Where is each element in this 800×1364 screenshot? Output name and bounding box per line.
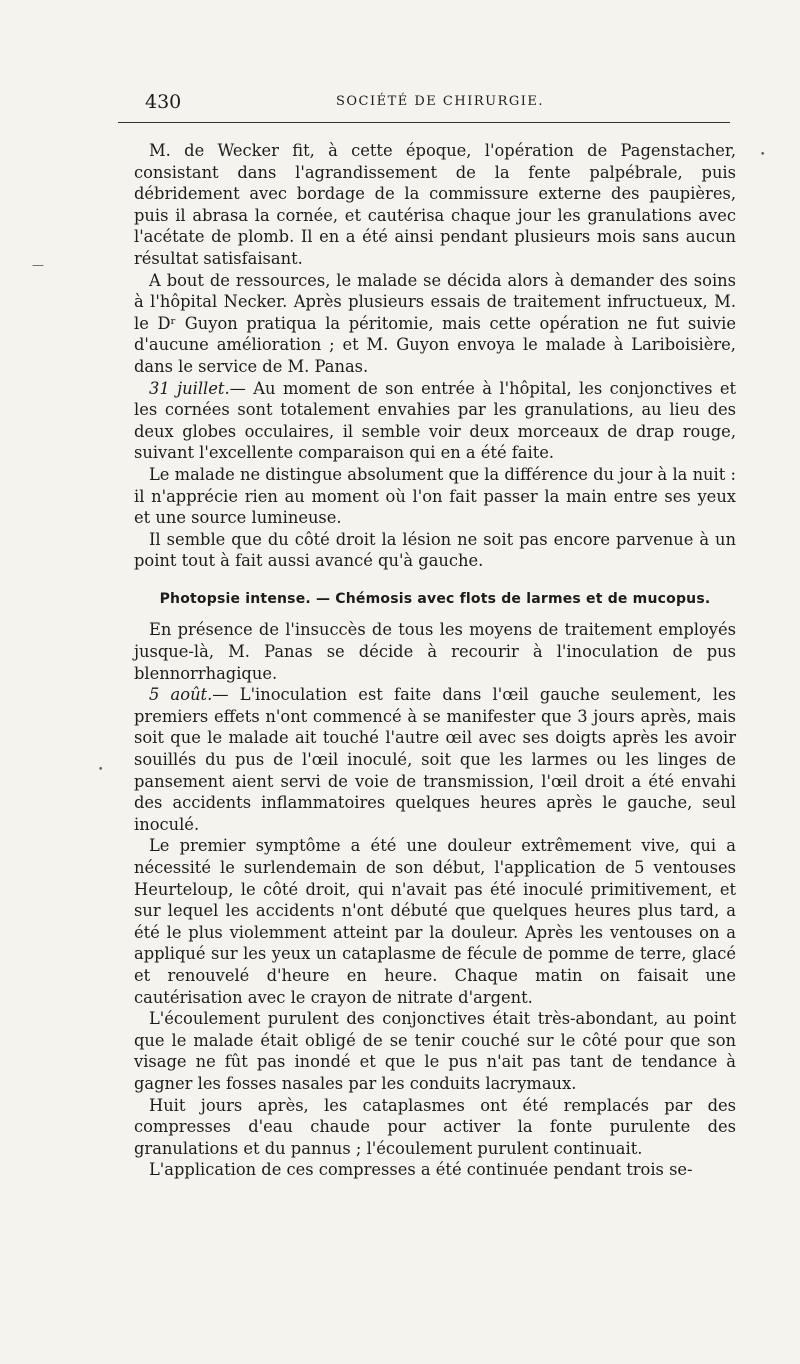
paragraph: Il semble que du côté droit la lésion ne soit pas encore parvenue à un point tout à fait aussi avancé qu'à gauche.	[134, 529, 736, 571]
paragraph: L'application de ces compresses a été continuée pendant trois se-	[149, 1160, 693, 1180]
page-number: 430	[145, 91, 182, 113]
running-title: SOCIÉTÉ DE CHIRURGIE.	[335, 94, 545, 109]
body-text	[134, 140, 736, 1181]
paragraph-text: — Au moment de son entrée à l'hôpital, les conjonctives et les cornées sont totalement envahies par les granulations, au lieu des deux globes occulaires, il semble voir deux morceaux de drap rouge, suivant l'excellente comparaison qui en a été faite.	[134, 378, 736, 463]
paragraph: A bout de ressources, le malade se décida alors à demander des soins à l'hôpital Necker. Après plusieurs essais de traitement infructueux, M. le Dʳ Guyon pratiqua la péritomie, mais cette opération ne fut suivie d'aucune amélioration ; et M. Guyon envoya le malade à Lariboisière, dans le service de M. Panas.	[134, 270, 736, 376]
paragraph: M. de Wecker fit, à cette époque, l'opération de Pagenstacher, consistant dans l'agrandissement de la fente palpébrale, puis débridement avec bordage de la commissure externe des paupières, puis il abrasa la cornée, et cautérisa chaque jour les granulations avec l'acétate de plomb. Il en a été ainsi pendant plusieurs mois sans aucun résultat satisfaisant.	[134, 141, 736, 268]
page-header	[145, 91, 735, 115]
dateline: 5 août.	[149, 685, 213, 705]
paragraph: Huit jours après, les cataplasmes ont été remplacés par des compresses d'eau chaude pour activer la fonte purulente des granulations et du pannus ; l'écoulement purulent continuait.	[134, 1095, 736, 1158]
section-subheading: Photopsie intense. — Chémosis avec flots de larmes et de mucopus.	[159, 590, 711, 607]
paragraph	[134, 378, 736, 464]
margin-mark: •	[98, 765, 104, 775]
paragraph: Le premier symptôme a été une douleur extrêmement vive, qui a nécessité le surlendemain de son début, l'application de 5 ventouses Heurteloup, le côté droit, qui n'avait pas été inoculé primitivement, et sur lequel les accidents n'ont débuté que quelques heures plus tard, a été le plus violemment atteint par la douleur. Après les ventouses on a appliqué sur les yeux un cataplasme de fécule de pomme de terre, glacé et renouvelé d'heure en heure. Chaque matin on faisait une cautérisation avec le crayon de nitrate d'argent.	[134, 836, 736, 1007]
margin-mark: •	[760, 150, 766, 160]
paragraph-text: — L'inoculation est faite dans l'œil gauche seulement, les premiers effets n'ont commencé à se manifester que 3 jours après, mais soit que le malade ait touché l'autre œil avec ses doigts après les avoir souillés du pus de l'œil inoculé, soit que les larmes ou les linges de pansement aient servi de voie de transmission, l'œil droit a été envahi des accidents inflammatoires quelques heures après le gauche, seul inoculé.	[134, 685, 736, 834]
paragraph	[134, 684, 736, 835]
dateline: 31 juillet.	[149, 378, 230, 398]
margin-mark: —	[32, 258, 44, 272]
paragraph: En présence de l'insuccès de tous les moyens de traitement employés jusque-là, M. Panas se décide à recourir à l'inoculation de pus blennorrhagique.	[134, 620, 736, 683]
header-rule	[118, 122, 730, 123]
paragraph: L'écoulement purulent des conjonctives était très-abondant, au point que le malade était obligé de se tenir couché sur le côté pour que son visage ne fût pas inondé et que le pus n'ait pas tant de tendance à gagner les fosses nasales par les conduits lacrymaux.	[134, 1009, 736, 1093]
paragraph: Le malade ne distingue absolument que la différence du jour à la nuit : il n'apprécie rien au moment où l'on fait passer la main entre ses yeux et une source lumineuse.	[134, 464, 736, 528]
